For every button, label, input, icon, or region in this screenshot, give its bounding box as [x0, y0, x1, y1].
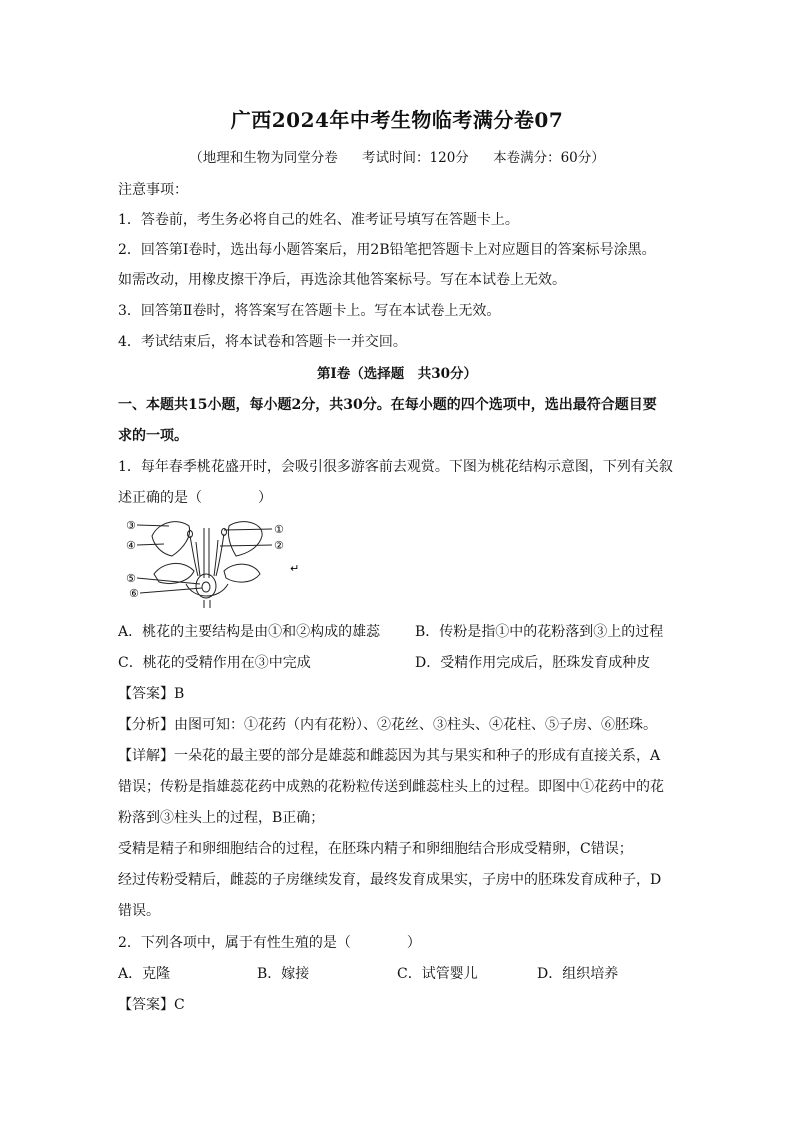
- q1-stem-line1: 1．每年春季桃花盛开时，会吸引很多游客前去观赏。下图为桃花结构示意图，下列有关叙: [118, 459, 673, 475]
- leader-4: [137, 544, 164, 545]
- subtitle-exam-time: 考试时间：120分: [362, 150, 469, 166]
- diagram-label-5: ⑤: [126, 572, 136, 585]
- q2-stem: 2．下列各项中，属于有性生殖的是（ ）: [118, 935, 421, 951]
- notes-heading: 注意事项：: [118, 182, 188, 198]
- exam-title: 广西2024年中考生物临考满分卷07: [230, 108, 564, 132]
- note-item-2: 2．回答第Ⅰ卷时，选出每小题答案后，用2B铅笔把答题卡上对应题目的答案标号涂黑。: [118, 242, 656, 258]
- q1-analysis: 【分析】由图可知：①花药（内有花粉）、②花丝、③柱头、④花柱、⑤子房、⑥胚珠。: [118, 717, 657, 733]
- leader-3: [137, 525, 169, 526]
- q1-detail-line3: 粉落到③柱头上的过程，B正确；: [118, 810, 325, 826]
- exam-subtitle: [0, 146, 794, 166]
- diagram-label-3: ③: [126, 519, 136, 532]
- leader-2: [220, 545, 272, 546]
- q2-option-a: A．克隆: [118, 966, 171, 982]
- q1-detail-line6: 错误。: [118, 903, 160, 919]
- q1-answer: 【答案】B: [118, 686, 185, 702]
- filament-left: [190, 536, 198, 576]
- note-item-3: 3．回答第Ⅱ卷时，将答案写在答题卡上。写在本试卷上无效。: [118, 303, 501, 319]
- petal-left-upper: [152, 522, 190, 556]
- return-mark: ↵: [290, 562, 300, 575]
- q1-detail-line5: 经过传粉受精后，雌蕊的子房继续发育，最终发育成果实，子房中的胚珠发育成种子，D: [118, 872, 662, 888]
- ovule: [202, 582, 210, 592]
- receptacle: [186, 584, 228, 596]
- leader-1: [224, 529, 272, 530]
- note-item-1: 1．答卷前，考生务必将自己的姓名、准考证号填写在答题卡上。: [118, 212, 519, 228]
- q1-option-b: B．传粉是指①中的花粉落到③上的过程: [415, 624, 664, 640]
- petal-right-lower: [224, 564, 260, 582]
- q1-detail-line2: 错误；传粉是指雄蕊花药中成熟的花粉粒传送到雌蕊柱头上的过程。即图中①花药中的花: [118, 779, 664, 795]
- subtitle-full-score: 本卷满分：60分）: [493, 150, 605, 166]
- subtitle-paper-note: （地理和生物为同堂分卷: [189, 150, 338, 166]
- q1-option-d: D．受精作用完成后，胚珠发育成种皮: [415, 655, 651, 671]
- q2-option-d: D．组织培养: [537, 966, 619, 982]
- q2-option-c: C．试管婴儿: [397, 966, 478, 982]
- diagram-label-6: ⑥: [129, 587, 139, 600]
- note-item-4: 4．考试结束后，将本试卷和答题卡一并交回。: [118, 334, 407, 350]
- peach-flower-diagram: [124, 516, 324, 608]
- q2-option-b: B．嫁接: [257, 966, 310, 982]
- q2-answer: 【答案】C: [118, 997, 185, 1013]
- q1-stem-line2: 述正确的是（ ）: [118, 490, 272, 506]
- q1-detail-line4: 受精是精子和卵细胞结合的过程，在胚珠内精子和卵细胞结合形成受精卵，C错误；: [118, 841, 633, 857]
- q1-option-a: A．桃花的主要结构是由①和②构成的雄蕊: [118, 624, 381, 640]
- flower-stalk: [204, 600, 210, 608]
- section-instruction-2: 求的一项。: [118, 428, 188, 444]
- diagram-label-2: ②: [274, 539, 284, 552]
- diagram-label-1: ①: [274, 523, 284, 536]
- note-item-2-cont: 如需改动，用橡皮擦干净后，再选涂其他答案标号。写在本试卷上无效。: [118, 272, 566, 288]
- flower-structure-figure: [124, 516, 324, 608]
- petal-right-upper: [228, 522, 262, 556]
- q1-detail-line1: 【详解】一朵花的最主要的部分是雄蕊和雌蕊因为其与果实和种子的形成有直接关系，A: [118, 748, 661, 764]
- diagram-label-4: ④: [126, 539, 136, 552]
- section-heading: 第Ⅰ卷（选择题 共30分）: [316, 366, 478, 382]
- filament-right: [216, 534, 224, 576]
- q1-option-c: C．桃花的受精作用在③中完成: [118, 655, 311, 671]
- section-instruction-1: 一、本题共15小题，每小题2分，共30分。在每小题的四个选项中，选出最符合题目要: [118, 397, 657, 413]
